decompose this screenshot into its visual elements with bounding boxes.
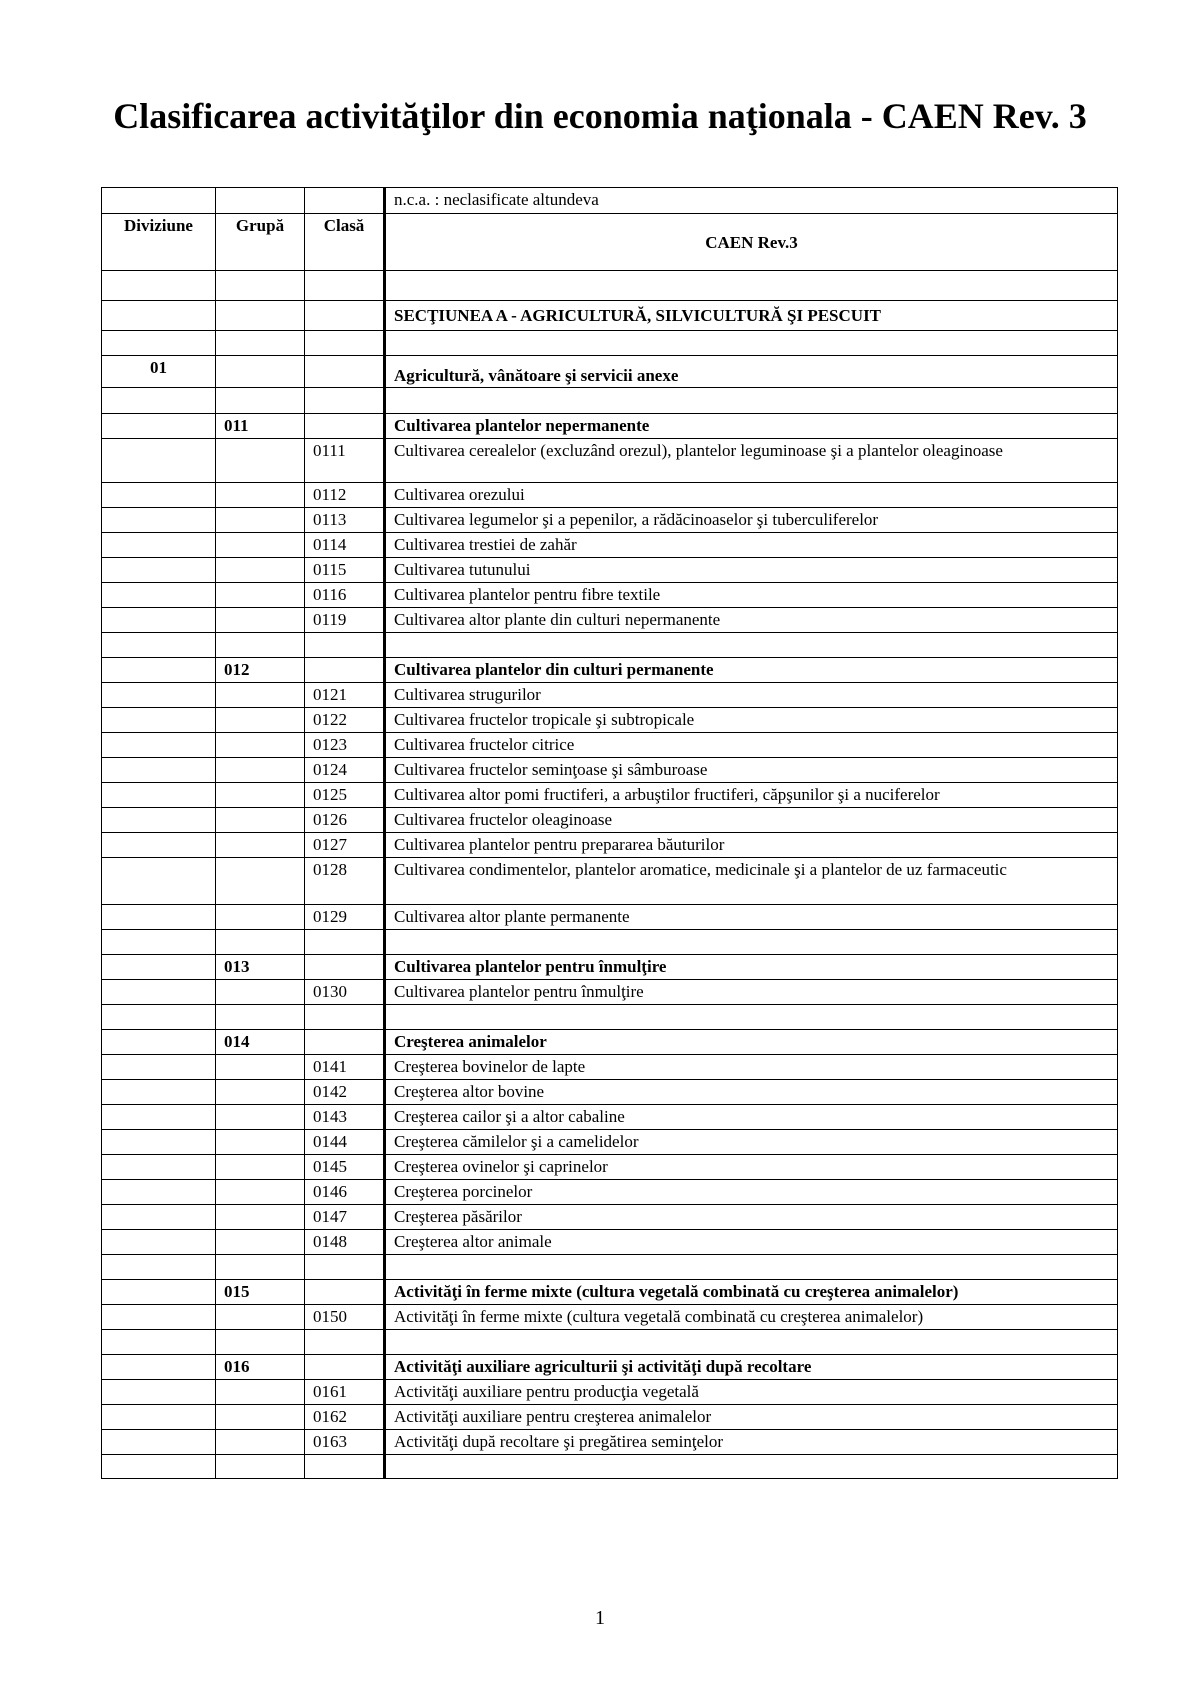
empty-cell [102,1230,216,1255]
spacer-row [102,271,1118,301]
col-header-caen: CAEN Rev.3 [385,214,1118,271]
class-name: Cultivarea orezului [385,483,1118,508]
class-row [102,1205,1118,1230]
group-row [102,414,1118,439]
empty-cell [102,188,216,214]
empty-cell [102,980,216,1005]
empty-cell [305,1255,385,1280]
class-row [102,1305,1118,1330]
class-row [102,608,1118,633]
empty-cell [102,1205,216,1230]
empty-cell [102,1280,216,1305]
class-row [102,533,1118,558]
spacer-row [102,1005,1118,1030]
empty-cell [305,1030,385,1055]
class-code: 0119 [305,608,385,633]
empty-cell [385,930,1118,955]
empty-cell [102,583,216,608]
empty-cell [102,1305,216,1330]
group-code: 014 [216,1030,305,1055]
class-code: 0163 [305,1430,385,1455]
class-name: Cultivarea trestiei de zahăr [385,533,1118,558]
empty-cell [102,658,216,683]
class-name: Cultivarea fructelor seminţoase şi sâmburoase [385,758,1118,783]
class-row [102,1380,1118,1405]
class-code: 0126 [305,808,385,833]
empty-cell [216,683,305,708]
empty-cell [216,439,305,483]
class-name: Creşterea păsărilor [385,1205,1118,1230]
class-row [102,905,1118,930]
empty-cell [216,483,305,508]
class-code: 0128 [305,858,385,905]
empty-cell [102,1455,216,1479]
empty-cell [102,1005,216,1030]
empty-cell [216,301,305,331]
empty-cell [102,633,216,658]
nca-note: n.c.a. : neclasificate altundeva [385,188,1118,214]
class-code: 0148 [305,1230,385,1255]
group-name: Cultivarea plantelor nepermanente [385,414,1118,439]
class-name: Cultivarea fructelor tropicale şi subtropicale [385,708,1118,733]
spacer-row [102,1255,1118,1280]
class-row [102,1230,1118,1255]
empty-cell [102,1080,216,1105]
class-row [102,1055,1118,1080]
empty-cell [102,930,216,955]
class-name: Creşterea altor animale [385,1230,1118,1255]
class-row [102,758,1118,783]
group-row [102,955,1118,980]
class-code: 0141 [305,1055,385,1080]
empty-cell [305,633,385,658]
class-name: Cultivarea legumelor şi a pepenilor, a rădăcinoaselor şi tuberculiferelor [385,508,1118,533]
class-code: 0130 [305,980,385,1005]
empty-cell [305,658,385,683]
empty-cell [216,1005,305,1030]
class-code: 0143 [305,1105,385,1130]
class-name: Cultivarea strugurilor [385,683,1118,708]
class-row [102,439,1118,483]
class-name: Cultivarea altor pomi fructiferi, a arbuştilor fructiferi, căpşunilor şi a nuciferelor [385,783,1118,808]
empty-cell [216,708,305,733]
spacer-row [102,930,1118,955]
class-name: Cultivarea plantelor pentru prepararea băuturilor [385,833,1118,858]
section-row [102,301,1118,331]
empty-cell [102,1255,216,1280]
empty-cell [216,633,305,658]
empty-cell [216,905,305,930]
empty-cell [385,633,1118,658]
group-name: Activităţi în ferme mixte (cultura vegetală combinată cu creşterea animalelor) [385,1280,1118,1305]
empty-cell [102,414,216,439]
class-name: Creşterea altor bovine [385,1080,1118,1105]
empty-cell [216,1405,305,1430]
empty-cell [102,1355,216,1380]
class-row [102,708,1118,733]
empty-cell [305,331,385,356]
group-code: 013 [216,955,305,980]
class-name: Creşterea bovinelor de lapte [385,1055,1118,1080]
class-code: 0147 [305,1205,385,1230]
empty-cell [102,508,216,533]
empty-cell [385,1005,1118,1030]
empty-cell [216,1255,305,1280]
empty-cell [102,1330,216,1355]
empty-cell [385,1455,1118,1479]
empty-cell [305,930,385,955]
class-row [102,483,1118,508]
empty-cell [102,858,216,905]
empty-cell [102,1405,216,1430]
empty-cell [305,356,385,388]
empty-cell [216,1230,305,1255]
empty-cell [305,955,385,980]
class-code: 0124 [305,758,385,783]
empty-cell [102,558,216,583]
empty-cell [216,980,305,1005]
empty-cell [102,1155,216,1180]
spacer-row [102,388,1118,414]
empty-cell [305,414,385,439]
empty-cell [216,1080,305,1105]
class-code: 0112 [305,483,385,508]
class-name: Activităţi în ferme mixte (cultura vegetală combinată cu creşterea animalelor) [385,1305,1118,1330]
empty-cell [216,1380,305,1405]
group-name: Cultivarea plantelor din culturi permanente [385,658,1118,683]
empty-cell [305,1355,385,1380]
empty-cell [216,808,305,833]
empty-cell [385,271,1118,301]
class-row [102,558,1118,583]
spacer-row [102,331,1118,356]
group-code: 012 [216,658,305,683]
empty-cell [102,1055,216,1080]
empty-cell [102,683,216,708]
class-code: 0115 [305,558,385,583]
empty-cell [216,533,305,558]
empty-cell [102,733,216,758]
empty-cell [216,1205,305,1230]
empty-cell [102,808,216,833]
empty-cell [385,388,1118,414]
class-row [102,980,1118,1005]
empty-cell [305,1005,385,1030]
empty-cell [216,833,305,858]
class-row [102,1080,1118,1105]
spacer-row [102,1455,1118,1479]
empty-cell [216,1430,305,1455]
empty-cell [216,558,305,583]
spacer-row [102,633,1118,658]
class-code: 0125 [305,783,385,808]
document-title: Clasificarea activităţilor din economia naţionala - CAEN Rev. 3 [113,96,1087,136]
empty-cell [385,1255,1118,1280]
class-row [102,858,1118,905]
empty-cell [102,439,216,483]
empty-cell [216,508,305,533]
class-code: 0122 [305,708,385,733]
class-row [102,1155,1118,1180]
group-row [102,1280,1118,1305]
header-row [102,214,1118,271]
empty-cell [102,608,216,633]
empty-cell [216,1055,305,1080]
class-name: Cultivarea tutunului [385,558,1118,583]
empty-cell [385,331,1118,356]
class-row [102,1405,1118,1430]
class-name: Creşterea cămilelor şi a camelidelor [385,1130,1118,1155]
group-code: 015 [216,1280,305,1305]
empty-cell [305,301,385,331]
class-name: Activităţi auxiliare pentru producţia vegetală [385,1380,1118,1405]
empty-cell [305,1330,385,1355]
empty-cell [216,388,305,414]
empty-cell [102,1105,216,1130]
class-code: 0145 [305,1155,385,1180]
class-row [102,1430,1118,1455]
empty-cell [216,1155,305,1180]
group-row [102,1030,1118,1055]
class-row [102,808,1118,833]
class-name: Cultivarea condimentelor, plantelor aromatice, medicinale şi a plantelor de uz farmaceutic [385,858,1118,905]
class-row [102,733,1118,758]
empty-cell [216,733,305,758]
empty-cell [216,1305,305,1330]
class-code: 0146 [305,1180,385,1205]
class-name: Cultivarea fructelor citrice [385,733,1118,758]
group-name: Creşterea animalelor [385,1030,1118,1055]
class-name: Cultivarea altor plante din culturi nepermanente [385,608,1118,633]
group-code: 011 [216,414,305,439]
empty-cell [102,1380,216,1405]
class-name: Creşterea porcinelor [385,1180,1118,1205]
empty-cell [102,833,216,858]
class-code: 0113 [305,508,385,533]
caen-table-body [102,188,1118,1479]
empty-cell [305,271,385,301]
empty-cell [305,1455,385,1479]
empty-cell [305,1280,385,1305]
division-code: 01 [102,356,216,388]
empty-cell [216,930,305,955]
group-code: 016 [216,1355,305,1380]
class-code: 0144 [305,1130,385,1155]
class-row [102,508,1118,533]
empty-cell [102,483,216,508]
empty-cell [102,331,216,356]
division-name: Agricultură, vânătoare şi servicii anexe [385,356,1118,388]
class-name: Cultivarea plantelor pentru înmulţire [385,980,1118,1005]
class-code: 0161 [305,1380,385,1405]
class-code: 0150 [305,1305,385,1330]
empty-cell [102,1130,216,1155]
class-code: 0127 [305,833,385,858]
empty-cell [216,583,305,608]
empty-cell [385,1330,1118,1355]
empty-cell [102,783,216,808]
empty-cell [102,955,216,980]
empty-cell [216,1330,305,1355]
class-name: Cultivarea plantelor pentru fibre textile [385,583,1118,608]
class-row [102,1130,1118,1155]
empty-cell [102,905,216,930]
empty-cell [216,331,305,356]
empty-cell [102,758,216,783]
group-row [102,658,1118,683]
class-row [102,683,1118,708]
col-header-clasa: Clasă [305,214,385,271]
class-code: 0111 [305,439,385,483]
empty-cell [305,188,385,214]
class-row [102,1105,1118,1130]
empty-cell [216,758,305,783]
division-row [102,356,1118,388]
class-row [102,783,1118,808]
class-name: Activităţi auxiliare pentru creşterea animalelor [385,1405,1118,1430]
empty-cell [102,1430,216,1455]
col-header-diviziune: Diviziune [102,214,216,271]
class-code: 0142 [305,1080,385,1105]
empty-cell [216,783,305,808]
class-row [102,583,1118,608]
group-name: Activităţi auxiliare agriculturii şi activităţi după recoltare [385,1355,1118,1380]
empty-cell [102,533,216,558]
class-code: 0129 [305,905,385,930]
empty-cell [216,188,305,214]
empty-cell [102,301,216,331]
class-code: 0121 [305,683,385,708]
section-title: SECŢIUNEA A - AGRICULTURĂ, SILVICULTURĂ ŞI PESCUIT [385,301,1118,331]
class-code: 0123 [305,733,385,758]
empty-cell [102,1180,216,1205]
class-name: Cultivarea cerealelor (excluzând orezul), plantelor leguminoase şi a plantelor oleaginoase [385,439,1118,483]
caen-table [101,187,1118,1479]
empty-cell [102,708,216,733]
class-name: Creşterea ovinelor şi caprinelor [385,1155,1118,1180]
col-header-grupa: Grupă [216,214,305,271]
empty-cell [102,271,216,301]
empty-cell [216,271,305,301]
page-number: 1 [595,1607,605,1629]
group-row [102,1355,1118,1380]
empty-cell [305,388,385,414]
class-code: 0162 [305,1405,385,1430]
class-name: Activităţi după recoltare şi pregătirea seminţelor [385,1430,1118,1455]
class-code: 0116 [305,583,385,608]
empty-cell [216,1455,305,1479]
empty-cell [216,608,305,633]
group-name: Cultivarea plantelor pentru înmulţire [385,955,1118,980]
class-code: 0114 [305,533,385,558]
empty-cell [102,388,216,414]
class-row [102,833,1118,858]
spacer-row [102,1330,1118,1355]
empty-cell [216,858,305,905]
class-name: Creşterea cailor şi a altor cabaline [385,1105,1118,1130]
empty-cell [102,1030,216,1055]
empty-cell [216,1180,305,1205]
empty-cell [216,1130,305,1155]
class-row [102,1180,1118,1205]
empty-cell [216,1105,305,1130]
empty-cell [216,356,305,388]
class-name: Cultivarea altor plante permanente [385,905,1118,930]
nca-row [102,188,1118,214]
class-name: Cultivarea fructelor oleaginoase [385,808,1118,833]
